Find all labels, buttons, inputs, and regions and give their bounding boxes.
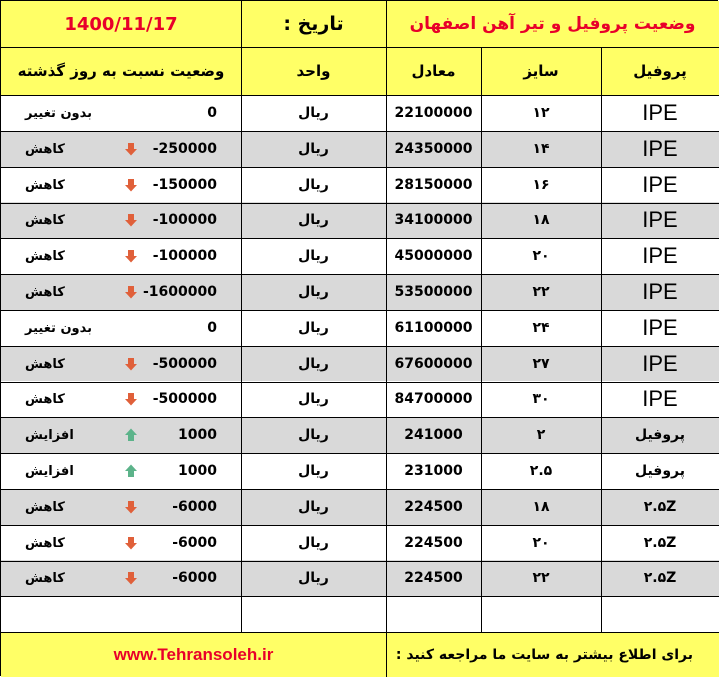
grid-line [1, 596, 719, 597]
unit-label: ریال [298, 141, 329, 157]
table-row [1, 381, 719, 417]
change-cell [1, 238, 241, 274]
unit-cell [241, 167, 386, 203]
table-row [1, 167, 719, 203]
diff-value: 1000 [178, 463, 217, 479]
trend-indicator [123, 284, 139, 300]
profile-label: ۲.۵Z [643, 535, 677, 551]
size-cell [481, 453, 601, 489]
grid-line [1, 167, 719, 168]
price-value: 24350000 [394, 141, 473, 157]
unit-label: ریال [298, 535, 329, 551]
size-cell [481, 95, 601, 131]
grid-line [241, 1, 242, 47]
status-label: کاهش [25, 141, 65, 157]
price-value: 84700000 [394, 391, 473, 407]
size-value: ۲۰ [532, 248, 550, 264]
profile-cell [601, 274, 719, 310]
table-row [1, 525, 719, 561]
status-label: کاهش [25, 248, 65, 264]
size-value: ۲۷ [532, 356, 550, 372]
size-value: ۲۰ [532, 535, 550, 551]
size-value: ۱۲ [532, 105, 550, 121]
diff-value: -500000 [152, 356, 217, 372]
diff-value: -150000 [152, 177, 217, 193]
diff-value: -1600000 [143, 284, 217, 300]
status-label: کاهش [25, 391, 65, 407]
change-cell [1, 274, 241, 310]
change-cell [1, 346, 241, 382]
table-row [1, 131, 719, 167]
down-arrow-icon [123, 141, 139, 157]
column-header-row [1, 47, 719, 95]
profile-label: IPE [642, 100, 678, 125]
status-label: افزایش [25, 463, 74, 479]
down-arrow-icon [123, 212, 139, 228]
unit-cell [241, 131, 386, 167]
unit-cell [241, 489, 386, 525]
diff-value: 0 [207, 105, 217, 121]
change-cell [1, 417, 241, 453]
profile-label: پروفیل [634, 427, 686, 443]
size-cell [481, 525, 601, 561]
unit-label: ریال [298, 463, 329, 479]
change-cell [1, 489, 241, 525]
grid-line [1, 310, 719, 311]
size-value: ۱۸ [532, 499, 550, 515]
trend-indicator [123, 391, 139, 407]
size-cell [481, 131, 601, 167]
grid-line [241, 47, 242, 632]
table-row [1, 417, 719, 453]
size-cell [481, 346, 601, 382]
down-arrow-icon [123, 499, 139, 515]
col-header-change: وضعیت نسبت به روز گذشته [17, 62, 225, 80]
unit-label: ریال [298, 105, 329, 121]
down-arrow-icon [123, 284, 139, 300]
diff-value: -100000 [152, 212, 217, 228]
profile-cell [601, 131, 719, 167]
col-header-price: معادل [411, 62, 456, 80]
profile-label: ۲.۵Z [643, 499, 677, 515]
trend-indicator [123, 177, 139, 193]
profile-label: IPE [642, 351, 678, 376]
footer-text: برای اطلاع بیشتر به سایت ما مراجعه کنید : [395, 646, 693, 663]
profile-cell [601, 560, 719, 596]
price-value: 53500000 [394, 284, 473, 300]
profile-label: IPE [642, 315, 678, 340]
website-link[interactable]: www.Tehransoleh.ir [113, 644, 274, 664]
size-cell [481, 560, 601, 596]
down-arrow-icon [123, 248, 139, 264]
price-value: 231000 [404, 463, 463, 479]
price-cell [386, 381, 481, 417]
profile-cell [601, 381, 719, 417]
unit-label: ریال [298, 177, 329, 193]
profile-label: IPE [642, 386, 678, 411]
size-cell [481, 202, 601, 238]
unit-cell [241, 310, 386, 346]
trend-indicator [123, 248, 139, 264]
size-cell [481, 167, 601, 203]
price-cell [386, 238, 481, 274]
status-label: بدون تغییر [25, 105, 93, 121]
grid-line [1, 417, 719, 418]
size-value: ۱۸ [532, 212, 550, 228]
date-value: 1400/11/17 [64, 13, 178, 35]
size-cell [481, 310, 601, 346]
grid-line [1, 561, 719, 562]
profile-cell [601, 525, 719, 561]
price-cell [386, 525, 481, 561]
down-arrow-icon [123, 535, 139, 551]
unit-label: ریال [298, 320, 329, 336]
status-label: کاهش [25, 570, 65, 586]
grid-line [1, 489, 719, 490]
size-cell [481, 381, 601, 417]
change-cell [1, 525, 241, 561]
diff-value: 0 [207, 320, 217, 336]
size-value: ۲۴ [532, 320, 550, 336]
unit-label: ریال [298, 248, 329, 264]
profile-cell [601, 95, 719, 131]
change-cell [1, 453, 241, 489]
profile-cell [601, 167, 719, 203]
profile-label: پروفیل [634, 463, 686, 479]
grid-line [386, 1, 387, 47]
price-value: 22100000 [394, 105, 473, 121]
profile-cell [601, 238, 719, 274]
price-value: 224500 [404, 499, 463, 515]
price-cell [386, 417, 481, 453]
status-label: کاهش [25, 284, 65, 300]
unit-cell [241, 381, 386, 417]
grid-line [1, 632, 719, 633]
change-cell [1, 310, 241, 346]
profile-label: IPE [642, 279, 678, 304]
col-header-size: سایز [523, 62, 559, 80]
diff-value: -6000 [172, 499, 217, 515]
down-arrow-icon [123, 570, 139, 586]
unit-label: ریال [298, 391, 329, 407]
unit-cell [241, 525, 386, 561]
col-header-profile: پروفیل [633, 62, 687, 80]
trend-indicator [123, 427, 139, 443]
price-value: 224500 [404, 570, 463, 586]
price-cell [386, 202, 481, 238]
profile-label: IPE [642, 172, 678, 197]
grid-line [1, 47, 719, 48]
size-cell [481, 274, 601, 310]
table-row [1, 95, 719, 131]
status-label: کاهش [25, 535, 65, 551]
change-cell [1, 202, 241, 238]
unit-cell [241, 238, 386, 274]
size-cell [481, 238, 601, 274]
unit-cell [241, 202, 386, 238]
down-arrow-icon [123, 391, 139, 407]
price-cell [386, 489, 481, 525]
size-value: ۱۶ [532, 177, 550, 193]
profile-cell [601, 310, 719, 346]
grid-line [1, 274, 719, 275]
status-label: افزایش [25, 427, 74, 443]
price-cell [386, 274, 481, 310]
grid-line [386, 47, 387, 632]
price-cell [386, 167, 481, 203]
price-cell [386, 131, 481, 167]
profile-cell [601, 417, 719, 453]
diff-value: -250000 [152, 141, 217, 157]
profile-cell [601, 489, 719, 525]
price-value: 241000 [404, 427, 463, 443]
col-header-unit: واحد [296, 62, 331, 80]
trend-indicator [123, 356, 139, 372]
price-value: 45000000 [394, 248, 473, 264]
profile-label: IPE [642, 136, 678, 161]
footer-link-cell [1, 632, 386, 677]
price-cell [386, 560, 481, 596]
profile-label: IPE [642, 207, 678, 232]
diff-value: -500000 [152, 391, 217, 407]
empty-row [1, 596, 719, 632]
unit-label: ریال [298, 570, 329, 586]
profile-cell [601, 453, 719, 489]
title-row [1, 1, 719, 47]
size-cell [481, 417, 601, 453]
profile-label: ۲.۵Z [643, 570, 677, 586]
up-arrow-icon [123, 463, 139, 479]
price-value: 61100000 [394, 320, 473, 336]
trend-indicator [123, 570, 139, 586]
price-cell [386, 95, 481, 131]
price-value: 28150000 [394, 177, 473, 193]
status-label: کاهش [25, 356, 65, 372]
diff-value: -100000 [152, 248, 217, 264]
size-value: ۱۴ [532, 141, 550, 157]
table-row [1, 238, 719, 274]
price-cell [386, 453, 481, 489]
unit-cell [241, 95, 386, 131]
size-value: ۳۰ [532, 391, 550, 407]
trend-indicator [123, 141, 139, 157]
grid-line [1, 203, 719, 204]
down-arrow-icon [123, 177, 139, 193]
unit-cell [241, 346, 386, 382]
trend-indicator [123, 463, 139, 479]
profile-cell [601, 346, 719, 382]
grid-line [1, 238, 719, 239]
footer-text-cell [386, 632, 719, 677]
table-row [1, 489, 719, 525]
grid-line [1, 346, 719, 347]
table-row [1, 560, 719, 596]
profile-label: IPE [642, 243, 678, 268]
table-row [1, 310, 719, 346]
grid-line [386, 632, 387, 677]
trend-indicator [123, 499, 139, 515]
grid-line [481, 47, 482, 632]
size-value: ۲ [536, 427, 546, 443]
grid-line [1, 525, 719, 526]
table-row [1, 453, 719, 489]
unit-cell [241, 560, 386, 596]
unit-label: ریال [298, 356, 329, 372]
date-label-cell [241, 1, 386, 47]
table-row [1, 346, 719, 382]
diff-value: -6000 [172, 570, 217, 586]
grid-line [601, 47, 602, 632]
page-title-cell [386, 1, 719, 47]
change-cell [1, 381, 241, 417]
price-value: 224500 [404, 535, 463, 551]
unit-cell [241, 274, 386, 310]
date-cell [1, 1, 241, 47]
grid-line [1, 382, 719, 383]
diff-value: 1000 [178, 427, 217, 443]
unit-label: ریال [298, 284, 329, 300]
status-label: کاهش [25, 177, 65, 193]
date-label: تاریخ : [283, 13, 344, 35]
profile-cell [601, 202, 719, 238]
status-label: بدون تغییر [25, 320, 93, 336]
table-row [1, 274, 719, 310]
grid-line [1, 453, 719, 454]
up-arrow-icon [123, 427, 139, 443]
footer-row [1, 632, 719, 677]
unit-label: ریال [298, 212, 329, 228]
status-label: کاهش [25, 212, 65, 228]
price-cell [386, 346, 481, 382]
down-arrow-icon [123, 356, 139, 372]
price-cell [386, 310, 481, 346]
change-cell [1, 560, 241, 596]
size-value: ۲۲ [532, 284, 550, 300]
trend-indicator [123, 535, 139, 551]
size-value: ۲.۵ [529, 463, 553, 479]
size-value: ۲۲ [532, 570, 550, 586]
table-row [1, 202, 719, 238]
unit-cell [241, 417, 386, 453]
grid-line [1, 95, 719, 96]
grid-line [1, 131, 719, 132]
diff-value: -6000 [172, 535, 217, 551]
size-cell [481, 489, 601, 525]
price-value: 34100000 [394, 212, 473, 228]
change-cell [1, 167, 241, 203]
status-label: کاهش [25, 499, 65, 515]
change-cell [1, 95, 241, 131]
price-value: 67600000 [394, 356, 473, 372]
trend-indicator [123, 212, 139, 228]
page-title: وضعیت پروفیل و تیر آهن اصفهان [409, 14, 696, 34]
unit-cell [241, 453, 386, 489]
unit-label: ریال [298, 499, 329, 515]
change-cell [1, 131, 241, 167]
unit-label: ریال [298, 427, 329, 443]
